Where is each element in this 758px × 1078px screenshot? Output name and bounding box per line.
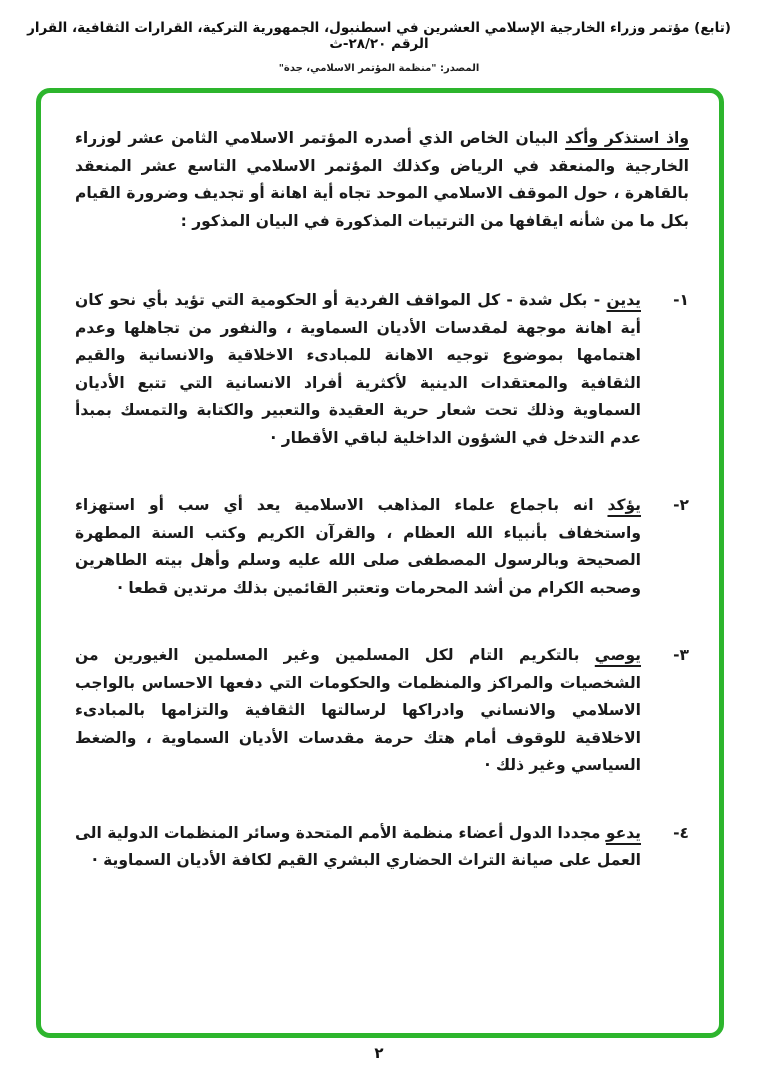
content-frame bbox=[36, 88, 724, 1038]
document-body bbox=[75, 125, 689, 875]
item-paragraph bbox=[75, 492, 641, 602]
item-number: ٣- bbox=[673, 646, 689, 664]
item-body: - بكل شدة - كل المواقف الفردية أو الحكومية التي تؤيد بأي نحو كان أية اهانة موجهة لمقدسات الأديان السماوية ، والنفور من تجاهلها وعدم اهتمامها بموضوع توجيه الاهانة للمبادىء الاخلاقية والانسانية والقيم الثقافية والمعتقدات الدينية لأكثرية أفراد الانسانية التي تتبع الأديان السماوية وذلك تحت شعار حرية العقيدة والتعبير والكتابة والتمسك بمبدأ عدم التدخل في الشؤون الداخلية لباقي الأقطار · bbox=[75, 291, 641, 447]
intro-paragraph bbox=[75, 125, 689, 235]
item-lead: يدعو bbox=[605, 823, 641, 842]
list-item-2 bbox=[75, 492, 689, 602]
item-number: ٢- bbox=[673, 496, 689, 514]
item-paragraph bbox=[75, 820, 641, 875]
item-number: ١- bbox=[673, 291, 689, 309]
list-item-4 bbox=[75, 820, 689, 875]
document-header bbox=[0, 20, 758, 74]
page-number: ٢ bbox=[374, 1044, 384, 1062]
item-number: ٤- bbox=[673, 823, 689, 842]
list-item-1 bbox=[75, 287, 689, 452]
intro-lead: واذ استذكر وأكد bbox=[565, 129, 689, 147]
item-body: انه باجماع علماء المذاهب الاسلامية يعد أي سب أو استهزاء واستخفاف بأنبياء الله العظام ، والقرآن الكريم وكتب السنة المطهرة الصحيحة وبالرسول المصطفى صلى الله عليه وسلم وأهل بيته الطاهرين وصحبه الكرام من أشد المحرمات وتعتبر القائمين بذلك مرتدين قطعا · bbox=[75, 496, 641, 597]
header-source: المصدر: "منظمة المؤتمر الاسلامي، جدة" bbox=[278, 63, 480, 74]
item-paragraph bbox=[75, 642, 641, 780]
item-paragraph bbox=[75, 287, 641, 452]
header-title: (تابع) مؤتمر وزراء الخارجية الإسلامي العشرين في اسطنبول، الجمهورية التركية، القرارات الثقافية، القرار الرقم ٢٨/٢٠-ث bbox=[27, 20, 731, 52]
item-lead: يوصي bbox=[594, 646, 641, 664]
list-item-3 bbox=[75, 642, 689, 780]
item-lead: يؤكد bbox=[607, 496, 641, 514]
item-lead: يدين bbox=[606, 291, 641, 309]
item-body: بالتكريم التام لكل المسلمين وغير المسلمين الغيورين من الشخصيات والمراكز والمنظمات والحكومات التي دفعها الاحساس بالواجب الاسلامي والانساني وادراكها لرسالتها الثقافية والتزامها بالمبادىء الاخلاقية للوقوف أمام هتك حرمة مقدسات الأديان السماوية ، والضغط السياسي وغير ذلك · bbox=[75, 646, 641, 774]
item-body: مجددا الدول أعضاء منظمة الأمم المتحدة وسائر المنظمات الدولية الى العمل على صيانة التراث الحضاري البشري القيم لكافة الأديان السماوية · bbox=[75, 823, 641, 869]
intro-text: البيان الخاص الذي أصدره المؤتمر الاسلامي الثامن عشر لوزراء الخارجية والمنعقد في الرياض وكذلك المؤتمر الاسلامي التاسع عشر المنعقد بالقاهرة ، حول الموقف الاسلامي الموحد تجاه أية اهانة أو تجديف وضرورة القيام بكل ما من شأنه ايقافها من الترتيبات المذكورة في البيان المذكور : bbox=[75, 129, 689, 230]
